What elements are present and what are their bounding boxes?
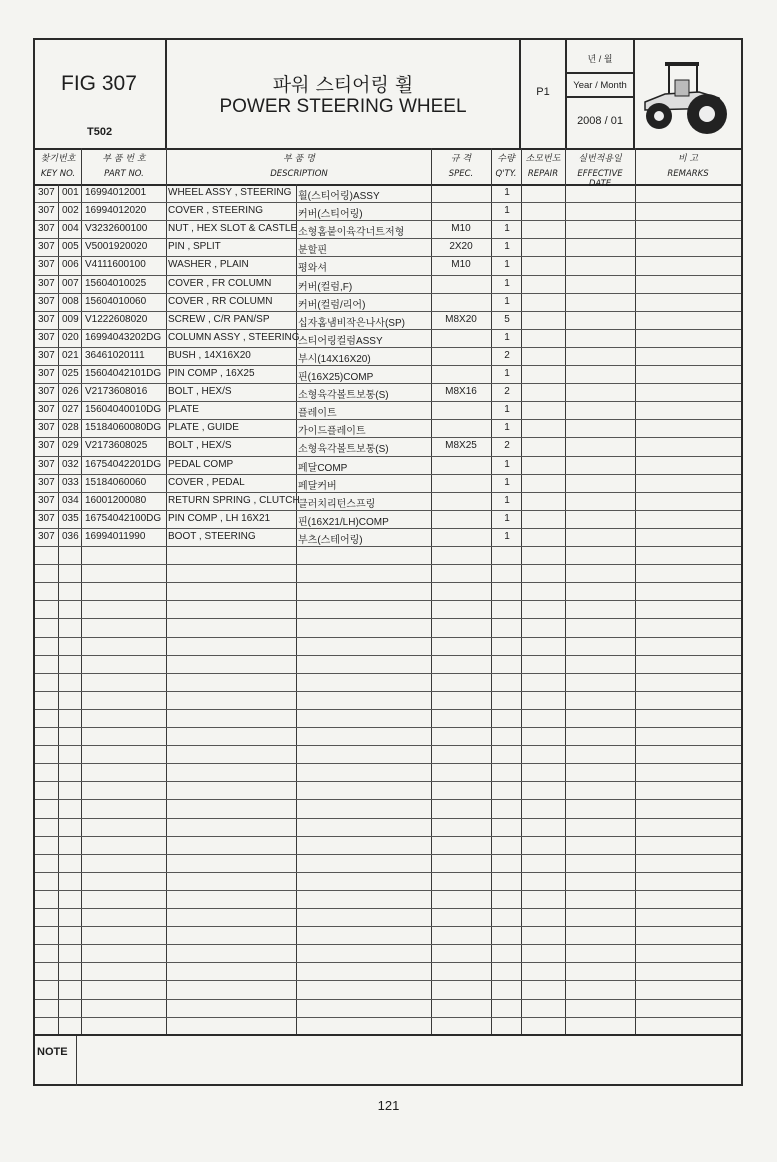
- sheet-header: [35, 40, 741, 150]
- cell-key: 032: [62, 458, 79, 470]
- cell-fig: 307: [38, 458, 55, 470]
- cell-key: 025: [62, 368, 79, 379]
- cell-spec: M8X16: [445, 386, 477, 398]
- cell-fig: 307: [38, 295, 55, 307]
- cell-ko: 핀(16X25)COMP: [298, 372, 374, 383]
- cell-key: 005: [62, 241, 79, 253]
- cell-en: COVER , FR COLUMN: [168, 277, 272, 289]
- cell-part: 15604042101DG: [85, 368, 162, 379]
- cell-fig: 307: [38, 259, 55, 271]
- table-row: [35, 492, 741, 510]
- cell-qty: 5: [504, 313, 510, 325]
- cell-part: 16754042100DG: [85, 512, 162, 524]
- col-remarks: 비 고 REMARKS: [667, 154, 709, 179]
- table-row: [35, 510, 741, 528]
- table-row: [35, 401, 741, 419]
- cell-en: RETURN SPRING , CLUTCH: [168, 494, 300, 506]
- fig-cell: [35, 40, 167, 148]
- cell-part: V2173608025: [85, 440, 148, 452]
- col-description: 부 품 명 DESCRIPTION: [270, 154, 328, 179]
- col-qty: 수량 Q'TY.: [495, 154, 517, 179]
- cell-fig: 307: [38, 331, 55, 343]
- cell-ko: 커버(컬럼,F): [298, 281, 353, 293]
- cell-fig: 307: [38, 530, 55, 542]
- cell-ko: 분할핀: [298, 245, 327, 257]
- note-label: NOTE: [37, 1046, 68, 1058]
- cell-fig: 307: [38, 223, 55, 235]
- cell-qty: 1: [504, 422, 510, 434]
- cell-key: 006: [62, 259, 79, 271]
- cell-en: BOLT , HEX/S: [168, 440, 232, 452]
- cell-fig: 307: [38, 512, 55, 524]
- table-row: [35, 419, 741, 437]
- table-row: [35, 256, 741, 274]
- sheet-page-code: P1: [536, 86, 550, 98]
- cell-spec: M8X25: [445, 440, 477, 452]
- cell-en: PIN COMP , LH 16X21: [168, 512, 271, 524]
- cell-en: BUSH , 14X16X20: [168, 349, 251, 361]
- cell-key: 036: [62, 530, 79, 542]
- date-label-korean: 년 / 월: [587, 54, 613, 64]
- cell-key: 009: [62, 313, 79, 325]
- cell-key: 020: [62, 331, 79, 343]
- cell-part: 36461020111: [85, 349, 145, 361]
- note-area: [35, 1034, 741, 1086]
- cell-en: PIN , SPLIT: [168, 241, 221, 253]
- page-cell: [521, 40, 567, 148]
- cell-en: PLATE , GUIDE: [168, 422, 239, 434]
- cell-ko: 부시(14X16X20): [298, 353, 371, 365]
- cell-qty: 1: [504, 512, 510, 524]
- cell-ko: 십자홈냄비작은나사(SP): [298, 317, 405, 329]
- cell-fig: 307: [38, 187, 55, 198]
- cell-part: 16754042201DG: [85, 458, 162, 470]
- cell-en: COVER , RR COLUMN: [168, 295, 273, 307]
- date-cell: [567, 40, 635, 148]
- cell-ko: 휠(스티어링)ASSY: [298, 191, 380, 202]
- date-label-english: Year / Month: [573, 80, 627, 91]
- cell-qty: 1: [504, 223, 510, 235]
- cell-ko: 가이드플레이트: [298, 426, 366, 438]
- table-row: [35, 202, 741, 220]
- table-row: [35, 347, 741, 365]
- cell-fig: 307: [38, 368, 55, 379]
- cell-key: 001: [62, 187, 79, 198]
- model-code: T502: [87, 126, 113, 138]
- cell-spec: 2X20: [449, 241, 473, 253]
- cell-ko: 소형육각볼트보통(S): [298, 444, 389, 456]
- cell-fig: 307: [38, 313, 55, 325]
- tractor-icon: [635, 40, 741, 148]
- table-row: [35, 293, 741, 311]
- cell-fig: 307: [38, 386, 55, 398]
- cell-key: 034: [62, 494, 79, 506]
- cell-en: PLATE: [168, 404, 199, 416]
- cell-en: SCREW , C/R PAN/SP: [168, 313, 270, 325]
- cell-part: 15184060080DG: [85, 422, 162, 434]
- cell-en: COLUMN ASSY , STEERING: [168, 331, 300, 343]
- cell-qty: 1: [504, 295, 510, 307]
- cell-qty: 1: [504, 404, 510, 416]
- cell-en: WASHER , PLAIN: [168, 259, 249, 271]
- title-english: POWER STEERING WHEEL: [219, 96, 467, 117]
- cell-fig: 307: [38, 422, 55, 434]
- table-row: [35, 383, 741, 401]
- cell-spec: M10: [451, 259, 471, 271]
- cell-fig: 307: [38, 277, 55, 289]
- cell-part: 15604010025: [85, 277, 147, 289]
- col-effective-date: 실번적용일 EFFECTIVE DATE: [577, 154, 623, 189]
- cell-ko: 부츠(스테어링): [298, 534, 363, 546]
- table-row: [35, 365, 741, 383]
- table-row: [35, 184, 741, 202]
- cell-part: 16994011990: [85, 530, 146, 542]
- table-row: [35, 275, 741, 293]
- cell-spec: M8X20: [445, 313, 477, 325]
- cell-qty: 2: [504, 349, 510, 361]
- table-row: [35, 437, 741, 455]
- col-repair: 소모번도 REPAIR: [525, 154, 561, 179]
- cell-qty: 1: [504, 205, 510, 217]
- cell-part: 15604010060: [85, 295, 147, 307]
- table-row: [35, 528, 741, 546]
- col-part-no: 부 품 번 호 PART NO.: [102, 154, 146, 179]
- cell-qty: 2: [504, 440, 510, 452]
- cell-en: NUT , HEX SLOT & CASTLE: [168, 223, 298, 235]
- cell-part: V4111600100: [85, 259, 146, 271]
- cell-spec: M10: [451, 223, 471, 235]
- cell-ko: 핀(16X21/LH)COMP: [298, 516, 389, 528]
- parts-sheet-frame: [33, 38, 743, 1086]
- cell-part: V3232600100: [85, 223, 148, 235]
- cell-key: 021: [62, 349, 79, 361]
- cell-ko: 클러치리턴스프링: [298, 498, 376, 510]
- cell-qty: 1: [504, 277, 510, 289]
- cell-ko: 스티어링컬럼ASSY: [298, 335, 383, 347]
- cell-qty: 1: [504, 187, 510, 198]
- cell-part: 16994012020: [85, 205, 147, 217]
- cell-qty: 1: [504, 331, 510, 343]
- table-row: [35, 474, 741, 492]
- col-key-no: 찾기번호 KEY NO.: [40, 154, 76, 179]
- cell-qty: 1: [504, 476, 510, 488]
- cell-en: WHEEL ASSY , STEERING: [168, 187, 292, 198]
- cell-fig: 307: [38, 349, 55, 361]
- cell-part: 16001200080: [85, 494, 147, 506]
- cell-ko: 커버(스티어링): [298, 209, 363, 221]
- cell-en: COVER , STEERING: [168, 205, 264, 217]
- cell-key: 008: [62, 295, 79, 307]
- cell-qty: 1: [504, 259, 510, 271]
- cell-qty: 1: [504, 494, 510, 506]
- cell-key: 002: [62, 205, 79, 217]
- cell-part: 16994012001: [85, 187, 147, 198]
- cell-qty: 1: [504, 241, 510, 253]
- col-spec: 규 격 SPEC.: [448, 154, 474, 179]
- cell-qty: 2: [504, 386, 510, 398]
- title-cell: [167, 40, 521, 148]
- issue-date: 2008 / 01: [577, 115, 623, 127]
- cell-ko: 페달커버: [298, 480, 337, 492]
- cell-fig: 307: [38, 440, 55, 452]
- cell-key: 029: [62, 440, 79, 452]
- cell-part: 15184060060: [85, 476, 147, 488]
- page-number: 121: [377, 1098, 400, 1113]
- table-row: [35, 220, 741, 238]
- cell-ko: 커버(컬럼/리어): [298, 299, 366, 311]
- cell-part: V1222608020: [85, 313, 148, 325]
- cell-key: 007: [62, 277, 79, 289]
- cell-fig: 307: [38, 494, 55, 506]
- table-row: [35, 456, 741, 474]
- cell-key: 004: [62, 223, 79, 235]
- cell-ko: 페달COMP: [298, 462, 348, 474]
- cell-key: 035: [62, 512, 79, 524]
- cell-key: 027: [62, 404, 79, 416]
- cell-key: 028: [62, 422, 79, 434]
- cell-en: BOOT , STEERING: [168, 530, 256, 542]
- cell-qty: 1: [504, 530, 510, 542]
- cell-en: BOLT , HEX/S: [168, 386, 232, 398]
- cell-qty: 1: [504, 368, 510, 379]
- title-korean: 파워 스티어링 휠: [272, 74, 414, 96]
- cell-part: V2173608016: [85, 386, 148, 398]
- table-row: [35, 329, 741, 347]
- cell-part: 15604040010DG: [85, 404, 162, 416]
- table-row: [35, 311, 741, 329]
- cell-key: 026: [62, 386, 79, 398]
- cell-ko: 평와셔: [298, 263, 327, 275]
- fig-number: FIG 307: [61, 72, 137, 95]
- cell-en: PEDAL COMP: [168, 458, 234, 470]
- cell-part: 16994043202DG: [85, 331, 162, 343]
- cell-qty: 1: [504, 458, 510, 470]
- cell-fig: 307: [38, 476, 55, 488]
- cell-ko: 소형육각볼트보통(S): [298, 390, 389, 402]
- cell-part: V5001920020: [85, 241, 148, 253]
- table-row: [35, 238, 741, 256]
- cell-fig: 307: [38, 205, 55, 217]
- cell-ko: 소형홈붙이육각너트저형: [298, 227, 405, 239]
- cell-fig: 307: [38, 241, 55, 253]
- cell-en: PIN COMP , 16X25: [168, 368, 255, 379]
- cell-key: 033: [62, 476, 79, 488]
- cell-ko: 플레이트: [298, 408, 337, 420]
- cell-fig: 307: [38, 404, 55, 416]
- cell-en: COVER , PEDAL: [168, 476, 245, 488]
